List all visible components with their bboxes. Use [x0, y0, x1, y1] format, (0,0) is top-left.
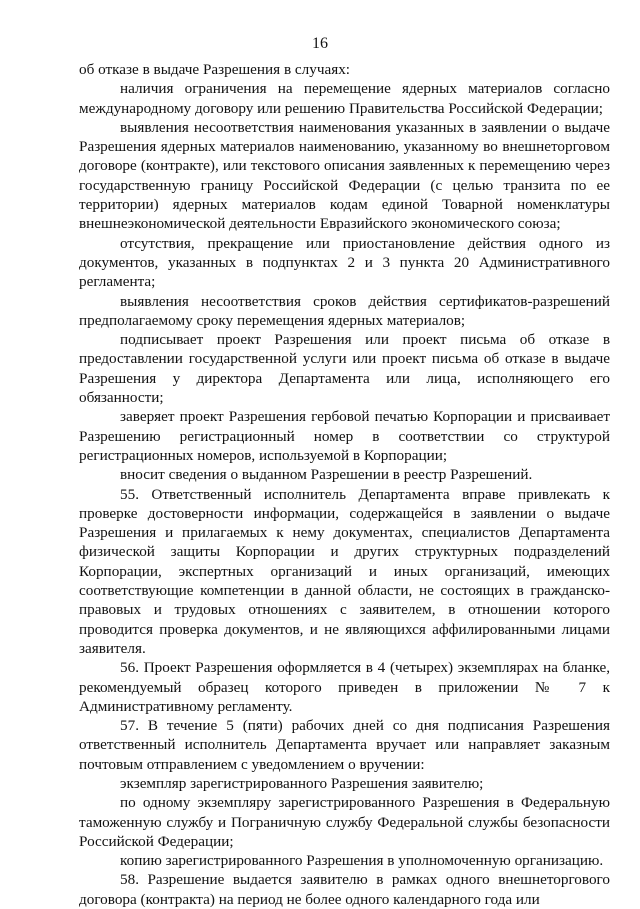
paragraph-term-mismatch: выявления несоответствия сроков действия сертификатов-разрешений предполагаемому сроку перемещения ядерных материалов; [79, 292, 610, 329]
paragraph-document-absence: отсутствия, прекращение или приостановление действия одного из документов, указанных в подпунктах 2 и 3 пункта 20 Административного регламента; [79, 234, 610, 291]
paragraph-name-mismatch: выявления несоответствия наименования указанных в заявлении о выдаче Разрешения ядерных материалов наименованию, указанному во внешнеторговом договоре (контракте), или текстового описания заявленных к перемещению через государственную границу Российской Федерации (с целью транзита по ее территории) ядерных материалов кодам единой Товарной номенклатуры внешнеэкономической деятельности Евразийского экономического союза; [79, 118, 610, 233]
paragraph-copy-to-applicant: экземпляр зарегистрированного Разрешения заявителю; [120, 774, 484, 792]
paragraph-copy-to-services: по одному экземпляру зарегистрированного Разрешения в Федеральную таможенную службу и Пограничную службу Федеральной службы безопасности Российской Федерации; [79, 794, 610, 850]
paragraph-registry-entry: вносит сведения о выданном Разрешении в реестр Разрешений. [120, 466, 533, 484]
page-number: 16 [312, 35, 328, 52]
document-body [79, 60, 610, 909]
paragraph-item-57: 57. В течение 5 (пяти) рабочих дней со дня подписания Разрешения ответственный исполнитель Департамента вручает или направляет заказным почтовым отправлением с уведомлением о вручении: [79, 717, 610, 773]
paragraph-signs-draft: подписывает проект Разрешения или проект письма об отказе в предоставлении государственной услуги или проект письма об отказе в выдаче Разрешения у директора Департамента или лица, исполняющего его обязанности; [79, 331, 610, 407]
paragraph-seal-and-number: заверяет проект Разрешения гербовой печатью Корпорации и присваивает Разрешению регистрационный номер в соответствии со структурой регистрационных номеров, используемой в Корпорации; [79, 408, 610, 464]
paragraph-restriction: наличия ограничения на перемещение ядерных материалов согласно международному договору или решению Правительства Российской Федерации; [79, 80, 610, 117]
paragraph-item-58: 58. Разрешение выдается заявителю в рамках одного внешнеторгового договора (контракта) на период не более одного календарного года или [79, 871, 610, 908]
paragraph-refusal-intro: об отказе в выдаче Разрешения в случаях: [79, 61, 351, 78]
paragraph-item-56: 56. Проект Разрешения оформляется в 4 (четырех) экземплярах на бланке, рекомендуемый образец которого приведен в приложении № 7 к Административному регламенту. [79, 659, 610, 715]
paragraph-copy-to-organization: копию зарегистрированного Разрешения в уполномоченную организацию. [120, 852, 604, 870]
paragraph-item-55: 55. Ответственный исполнитель Департамента вправе привлекать к проверке достоверности информации, содержащейся в заявлении о выдаче Разрешения и прилагаемых к нему документах, специалистов Департамента физической защиты Корпорации и других структурных подразделений Корпорации, экспертных организаций и иных организаций, имеющих соответствующие компетенции в данной области, не состоящих в гражданско-правовых и трудовых отношениях с заявителем, в отношении которого проводится проверка документов, и не являющихся аффилированными лицами заявителя. [79, 485, 610, 657]
